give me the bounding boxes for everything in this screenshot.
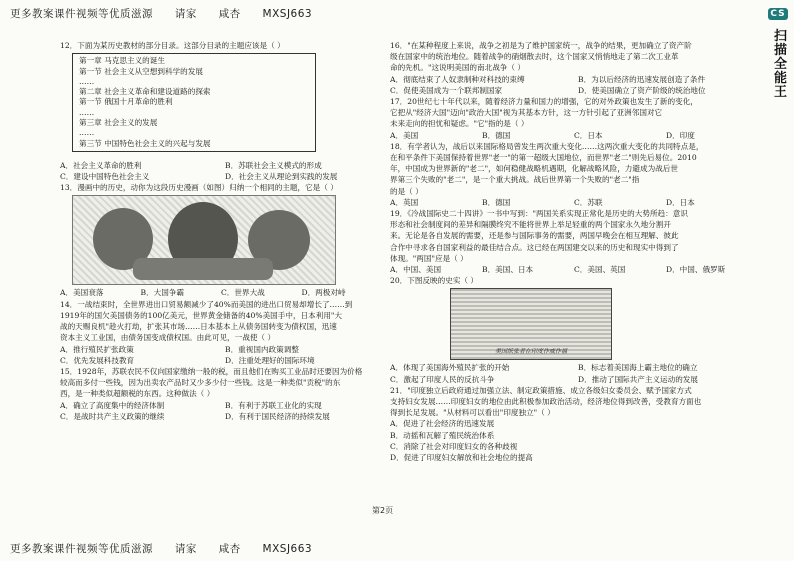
page-header — [10, 6, 330, 21]
brand-text: 扫描全能王 — [771, 28, 786, 99]
footer-code: MXSJ663 — [262, 543, 313, 555]
question-text: 界第三个失败的"老二"，是一个重大挑战。战后世界第一个失败的"老二"指 — [390, 175, 640, 185]
option-d: D．日本 — [666, 197, 695, 207]
option-c: C．日本 — [574, 130, 603, 140]
option-d: D．中国、俄罗斯 — [666, 265, 726, 275]
option-c: C．建设中国特色社会主义 — [60, 172, 150, 182]
question-text: 战的天赐良机"趁火打劫，扩张其市场……日本基本上从债务国转变为债权国，迅速 — [60, 322, 337, 332]
cs-logo: CS — [770, 9, 786, 19]
question-text: 来。无论是各自发展的需要，还是参与国际事务的需要，两国早晚会在相互理解、彼此 — [390, 231, 679, 241]
question-text: 西，是一种类似超额税的东西。这种做法（ ） — [60, 389, 215, 399]
option-b: B．标志着美国海上霸主地位的确立 — [578, 363, 698, 373]
option-b: B．德国 — [482, 130, 511, 140]
toc-line: …… — [79, 76, 95, 86]
option-c: C．激起了印度人民的反抗斗争 — [390, 374, 495, 384]
option-a: A．美国 — [390, 130, 419, 140]
option-d: D．有利于国民经济的持续发展 — [225, 411, 330, 421]
option-a: A．彻底结束了人奴隶制种对科技的束缚 — [390, 74, 525, 84]
option-c: C．促使美国成为一个联邦制国家 — [390, 85, 503, 95]
question-text: 较高而多付一些钱，因为出卖农产品时又少多少付一些钱。这是一种类似"贡税"的东 — [60, 378, 341, 388]
toc-line: 第一节 社会主义从空想到科学的发展 — [79, 66, 203, 76]
question-text: 1919年的国欠美国债务的100亿美元，世界黄金储备的40%美国手中，日本利用"大 — [60, 310, 342, 320]
toc-line: 第三章 社会主义的发展 — [79, 117, 158, 127]
option-c: C．美国、英国 — [574, 265, 626, 275]
question-text: 体现。"两国"应是（ ） — [390, 253, 468, 263]
option-b: B．有利于苏联工业化的实现 — [225, 400, 322, 410]
photo-caption: 美国纸张者在印度作威作福 — [494, 348, 567, 356]
question-stem: 14．一战结束时，全世界进出口贸易额减少了40%而美国的进出口贸易却增长了……到 — [60, 299, 353, 309]
question-stem: 19．《冷战国际史二十四讲》一书中写到："两国关系实现正常化是历史的大势所趋：意识 — [390, 209, 688, 219]
option-b: B．美国、日本 — [482, 265, 534, 275]
option-a: A．体现了美国海外殖民扩张的开始 — [390, 363, 510, 373]
question-text: 的是（ ） — [390, 186, 423, 196]
question-stem: 13．漫画中的历史，动你为这段历史漫画（如图）归纳一个相同的主题，它是（ ） — [60, 183, 338, 193]
header-code: MXSJ663 — [262, 8, 313, 20]
option-c: C．消除了社会对印度妇女的各种歧视 — [390, 441, 518, 451]
question-text: 得到长足发展。"从材料可以看出"印度独立"（ ） — [390, 408, 555, 418]
header-text: 咸杏 — [218, 8, 241, 20]
header-text: 请家 — [174, 8, 197, 20]
question-stem: 21．"印度独立后政府通过加强立法、制定政策措施、成立各级妇女委员会、赋予国家方式 — [390, 385, 692, 395]
option-b: B．大国争霸 — [140, 288, 185, 298]
question-text: 级在国家中的统治地位。随着战争的硝烟散去时，这个国家又悄悄地走了第二次工业革 — [390, 52, 679, 62]
option-b: B．重视国内政策调整 — [225, 344, 299, 354]
right-column — [390, 40, 758, 463]
option-c: C．是战时共产主义政策的继续 — [60, 411, 165, 421]
page-footer — [10, 541, 330, 556]
question-text: 资本主义工业国，由债务国变成债权国。由此可见，一战使（ ） — [60, 333, 276, 343]
toc-line: 第一节 俄国十月革命的胜利 — [79, 97, 173, 107]
option-d: D．社会主义从理论到实践的发展 — [225, 172, 338, 182]
option-d: D．推动了国际共产主义运动的发展 — [578, 374, 698, 384]
option-b: B．苏联社会主义模式的形成 — [225, 160, 322, 170]
historical-photo — [450, 288, 612, 360]
question-text: 形态和社会制度间的差异和隔膜终究不能将世界上举足轻重的两个国家永久地分割开 — [390, 220, 671, 230]
option-d: D．印度 — [666, 130, 695, 140]
toc-line: 第三节 中国特色社会主义的兴起与发展 — [79, 138, 211, 148]
question-text: 年，中国成为世界新的"老二"，如何稳健战略机遇期，化解战略风险，力避成为战后世 — [390, 164, 678, 174]
question-text: 未来走向的担忧和疑虑。"它"指的是（ ） — [390, 119, 529, 129]
left-column — [60, 40, 382, 422]
question-text: 命的先机。"这说明美国的南北战争（ ） — [390, 63, 525, 73]
question-stem: 20．下图反映的史实（ ） — [390, 276, 479, 286]
question-text: 支持妇女发展……印度妇女的地位由此积极参加政治活动，经济地位得到改善，受教育方面也 — [390, 397, 702, 407]
toc-line: …… — [79, 107, 95, 117]
option-d: D．使美国确立了资产阶级的统治地位 — [578, 85, 706, 95]
option-c: C．优先发展科技教育 — [60, 355, 135, 365]
option-c: C．世界大战 — [221, 288, 265, 298]
option-b: B．动摇和瓦解了殖民统治体系 — [390, 430, 495, 440]
cartoon-image — [72, 195, 336, 285]
question-stem: 17．20世纪七十年代以来，随着经济力量和国力的增强，它的对外政策也发生了新的变化， — [390, 97, 698, 107]
option-b: B．为以后经济的迅速发展创造了条件 — [578, 74, 706, 84]
contents-box — [72, 53, 316, 152]
scanner-brand — [770, 8, 788, 198]
header-text: 更多教案课件视频等优质滋源 — [10, 8, 153, 20]
question-stem: 15．1928年，苏联农民不仅向国家缴纳一般的税，而且他们在购买工业品时还要因为价格 — [60, 366, 363, 376]
toc-line: 第二章 社会主义革命和建设道路的探索 — [79, 87, 211, 97]
option-a: A．促进了社会经济的迅速发展 — [390, 419, 495, 429]
question-stem: 18．有学者认为，战后以来国际格局曾发生两次重大变化……这两次重大变化的共同特点是， — [390, 141, 704, 151]
question-text: 它把从"经济大国"迈向"政治大国"视为其基本方针，这一方针引起了亚洲邻国对它 — [390, 108, 663, 118]
footer-text: 咸杏 — [218, 543, 241, 555]
option-c: C．苏联 — [574, 197, 603, 207]
option-a: A．美国衰落 — [60, 288, 104, 298]
toc-line: 第一章 马克思主义的诞生 — [79, 56, 165, 66]
option-d: D．促进了印度妇女解放和社会地位的提高 — [390, 453, 533, 463]
option-a: A．英国 — [390, 197, 419, 207]
question-text: 合作中寻求各自国家利益的最佳结合点。这已经在两国建交以来的历史和现实中得到了 — [390, 242, 679, 252]
toc-line: …… — [79, 128, 95, 138]
option-a: A．确立了高度集中的经济体制 — [60, 400, 165, 410]
option-a: A．中国、美国 — [390, 265, 442, 275]
question-stem: 16．"在某种程度上来说，战争之初是为了维护国家统一，战争的结果，更加确立了资产阶 — [390, 41, 692, 50]
question-text: 在和平条件下美国保持着世界"老一"的第一超级大国地位，而世界"老二"则先后易位。2010 — [390, 153, 697, 163]
question-stem: 12．下面为某历史教材的部分目录。这部分目录的主题应该是（ ） — [60, 41, 285, 50]
option-d: D．两极对峙 — [301, 288, 346, 298]
footer-text: 请家 — [174, 543, 197, 555]
option-a: A．推行殖民扩张政策 — [60, 344, 134, 354]
option-d: D．注重处理好的国际环境 — [225, 355, 315, 365]
page-number: 第2页 — [372, 506, 394, 515]
option-a: A．社会主义革命的胜利 — [60, 160, 142, 170]
option-b: B．德国 — [482, 197, 511, 207]
footer-text: 更多教案课件视频等优质滋源 — [10, 543, 153, 555]
